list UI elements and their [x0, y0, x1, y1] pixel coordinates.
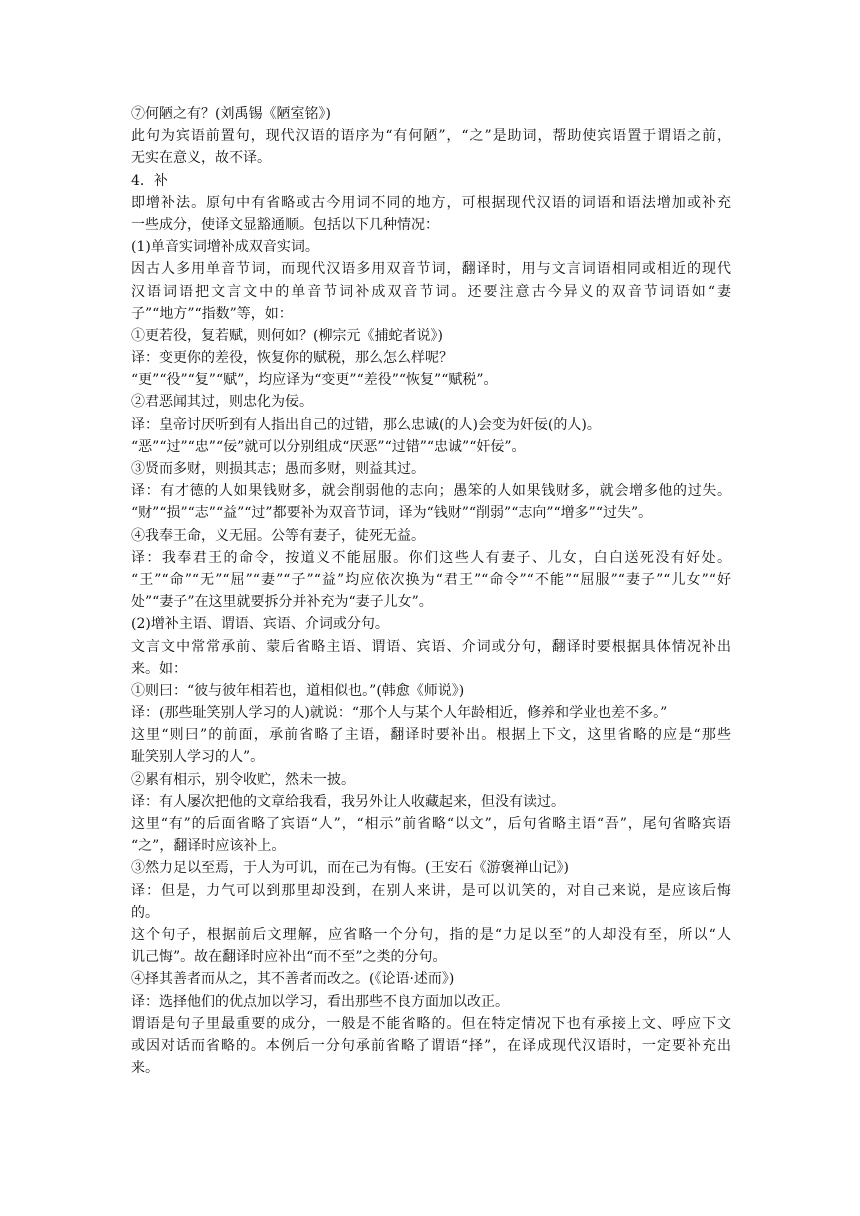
document-page — [131, 103, 731, 1079]
text-line: “王”“命”“无”“屈”“妻”“子”“益”均应依次换为“君王”“命令”“不能”“屈服”“妻子”“儿女”“好 — [131, 571, 731, 588]
example-line: ④我奉王命，义无屈。公等有妻子，徒死无益。 — [131, 527, 425, 544]
translation-line: 译：我奉君王的命令，按道义不能屈服。你们这些人有妻子、儿女，白白送死没有好处。 — [131, 549, 731, 566]
text-line: ⑦何陋之有？(刘禹锡《陋室铭》) — [131, 106, 331, 122]
translation-line: 译：有人屡次把他的文章给我看，我另外让人收藏起来，但没有读过。 — [131, 793, 565, 810]
text-line: 这个句子，根据前后文理解，应省略一个分句，指的是“力足以至”的人却没有至，所以“人 — [131, 926, 731, 943]
text-line: 子”“地方”“指数”等，如： — [131, 305, 293, 322]
translation-line: 译：但是，力气可以到那里却没到，在别人来讲，是可以讥笑的，对自己来说，是应该后悔 — [131, 882, 731, 899]
text-line: 处”“妻子”在这里就要拆分并补充为“妻子儿女”。 — [131, 594, 433, 611]
text-line: 这里“有”的后面省略了宾语“人”，“相示”前省略“以文”，后句省略主语“吾”，尾句省略宾语 — [131, 816, 731, 832]
example-line: ②君恶闻其过，则忠化为佞。 — [131, 394, 313, 411]
example-line: ①更若役，复若赋，则何如？(柳宗元《捕蛇者说》) — [131, 327, 443, 344]
translation-line: 译：(那些耻笑别人学习的人)就说：“那个人与某个人年龄相近，修养和学业也差不多。” — [131, 705, 668, 722]
text-line: 即增补法。原句中有省略或古今用词不同的地方，可根据现代汉语的词语和语法增加或补充 — [131, 194, 731, 211]
text-line: “财”“损”“志”“益”“过”都要补为双音节词，译为“钱财”“削弱”“志向”“增多”“过失”。 — [131, 505, 653, 522]
text-line: 讥己悔”。故在翻译时应补出“而不至”之类的分句。 — [131, 949, 447, 966]
text-line: 来。如： — [131, 660, 187, 677]
text-line: 这里“则曰”的前面，承前省略了主语，翻译时要补出。根据上下文，这里省略的应是“那些 — [131, 727, 731, 744]
text-line: 的。 — [131, 904, 159, 921]
subsection-heading: (2)增补主语、谓语、宾语、介词或分句。 — [131, 616, 389, 633]
text-line: “之”，翻译时应该补上。 — [131, 838, 286, 855]
text-line: 或因对话而省略的。本例后一分句承前省略了谓语“择”，在译成现代汉语时，一定要补充出 — [131, 1037, 731, 1054]
example-line: ③贤而多财，则损其志；愚而多财，则益其过。 — [131, 461, 425, 477]
translation-line: 译：选择他们的优点加以学习，看出那些不良方面加以改正。 — [131, 993, 509, 1010]
text-line: 耻笑别人学习的人”。 — [131, 749, 265, 766]
example-line: ①则曰：“彼与彼年相若也，道相似也。”(韩愈《师说》) — [131, 682, 465, 699]
text-line: 来。 — [131, 1060, 159, 1077]
example-line: ③然力足以至焉，于人为可讥，而在己为有悔。(王安石《游褒禅山记》) — [131, 860, 569, 877]
text-line: 一些成分，使译文显豁通顺。包括以下几种情况： — [131, 216, 439, 233]
text-line: 因古人多用单音节词，而现代汉语多用双音节词，翻译时，用与文言词语相同或相近的现代 — [131, 261, 731, 278]
example-line: ④择其善者而从之，其不善者而改之。(《论语·述而》) — [131, 971, 455, 988]
text-line: 汉语词语把文言文中的单音节词补成双音节词。还要注意古今异义的双音节词语如“妻 — [131, 283, 731, 300]
text-line: 此句为宾语前置句，现代汉语的语序为“有何陋”，“之”是助词，帮助使宾语置于谓语之前， — [131, 128, 731, 145]
text-line: “恶”“过”“忠”“佞”就可以分别组成“厌恶”“过错”“忠诚”“奸佞”。 — [131, 438, 526, 455]
text-line: 谓语是句子里最重要的成分，一般是不能省略的。但在特定情况下也有承接上文、呼应下文 — [131, 1015, 731, 1032]
translation-line: 译：皇帝讨厌听到有人指出自己的过错，那么忠诚(的人)会变为奸佞(的人)。 — [131, 416, 601, 433]
text-line: “更”“役”“复”“赋”，均应译为“变更”“差役”“恢复”“赋税”。 — [131, 372, 498, 389]
subsection-heading: (1)单音实词增补成双音实词。 — [131, 239, 319, 256]
text-line: 文言文中常常承前、蒙后省略主语、谓语、宾语、介词或分句，翻译时要根据具体情况补出 — [131, 638, 731, 655]
translation-line: 译：有才德的人如果钱财多，就会削弱他的志向；愚笨的人如果钱财多，就会增多他的过失。 — [131, 483, 731, 500]
translation-line: 译：变更你的差役，恢复你的赋税，那么怎么样呢？ — [131, 350, 453, 367]
example-line: ②累有相示，别令收贮，然未一披。 — [131, 771, 355, 788]
section-heading: 4．补 — [131, 172, 168, 189]
text-line: 无实在意义，故不译。 — [131, 150, 271, 167]
